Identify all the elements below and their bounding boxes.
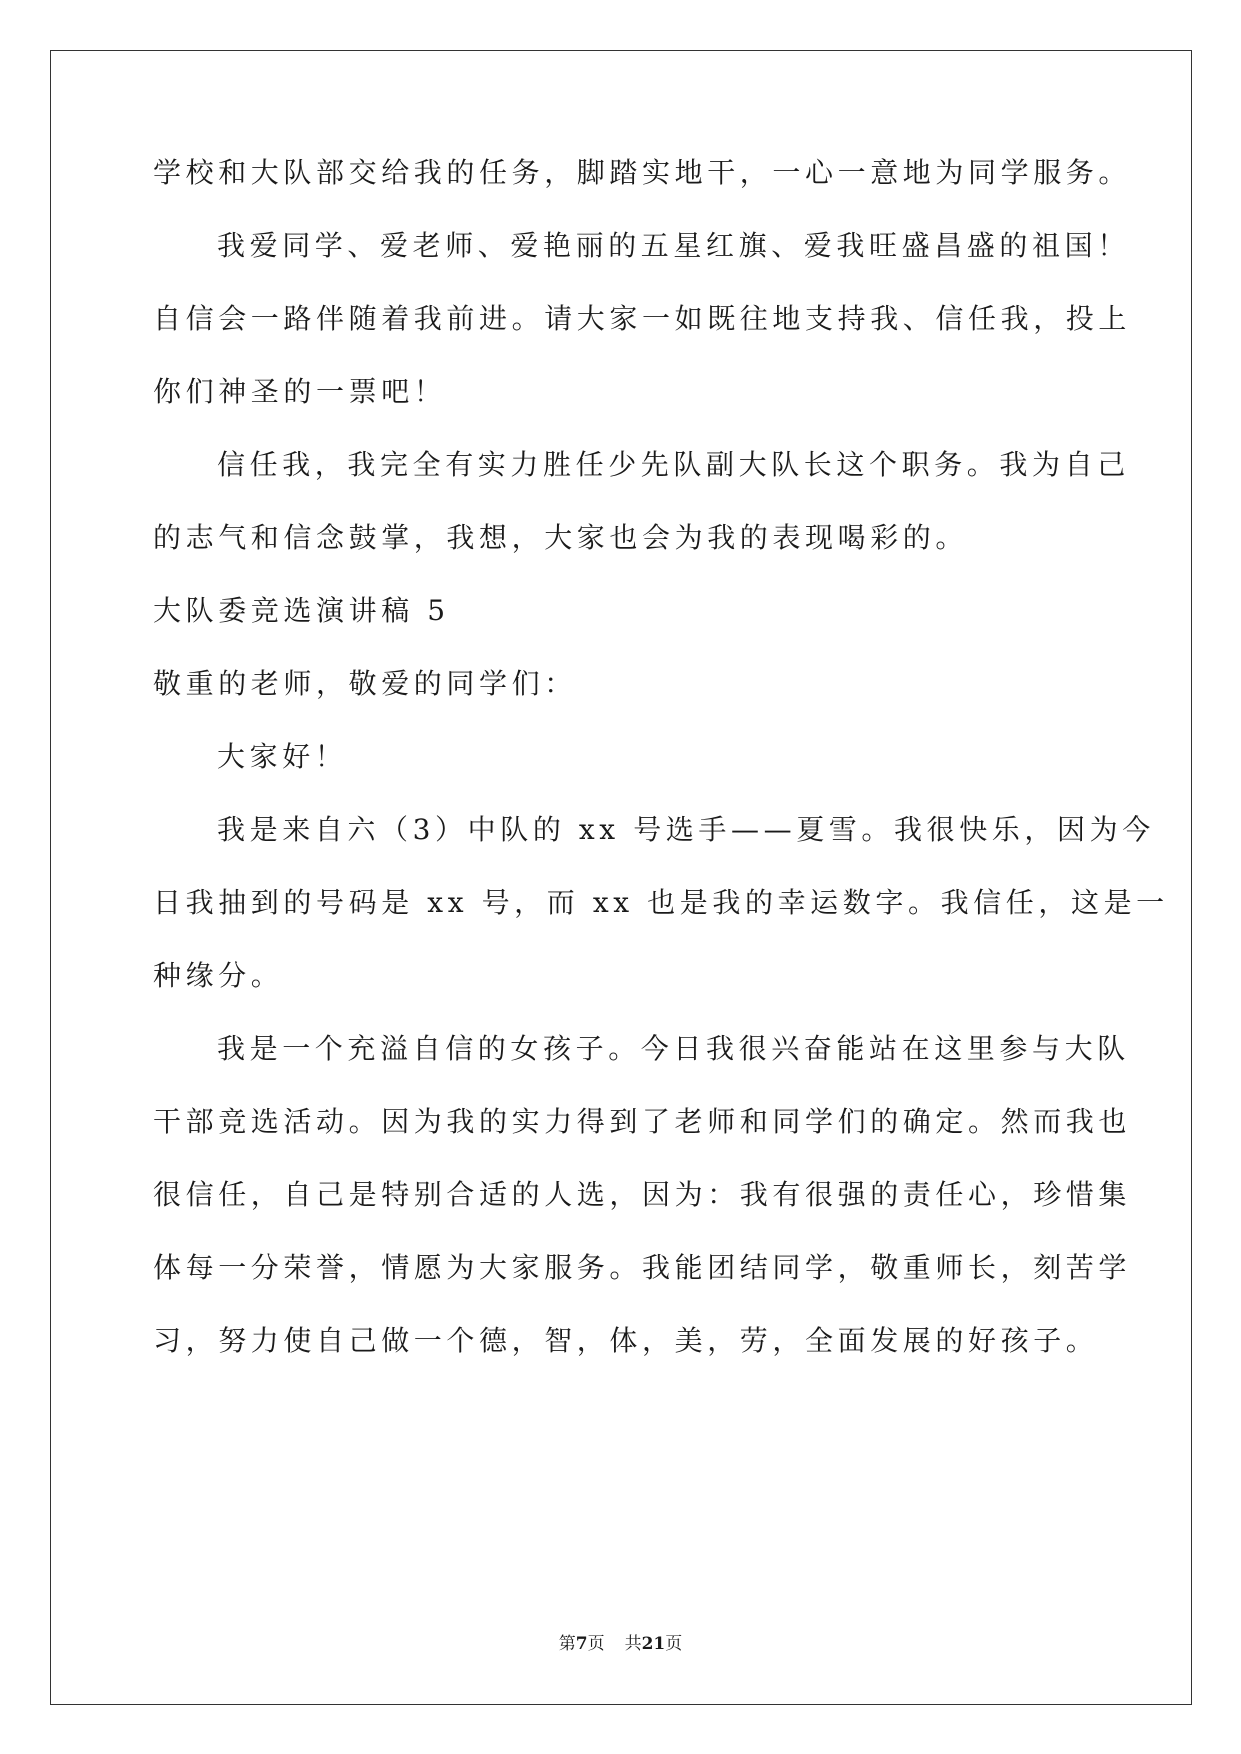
text-line: 干部竞选活动。因为我的实力得到了老师和同学们的确定。然而我也 (153, 1105, 1132, 1138)
text-line: 学校和大队部交给我的任务，脚踏实地干，一心一意地为同学服务。 (153, 156, 1132, 189)
text-line: 的志气和信念鼓掌，我想，大家也会为我的表现喝彩的。 (153, 521, 969, 554)
text-line: 你们神圣的一票吧！ (153, 375, 447, 408)
page-footer (0, 1633, 1241, 1655)
text-line: 我是来自六（3）中队的 xx 号选手——夏雪。我很快乐，因为今 (217, 813, 1155, 846)
text-line: 信任我，我完全有实力胜任少先队副大队长这个职务。我为自己 (217, 448, 1130, 481)
footer-total-suffix: 页 (665, 1634, 683, 1654)
greeting: 大家好！ (217, 740, 348, 773)
text-line: 种缘分。 (153, 959, 284, 992)
footer-page-total: 21 (641, 1634, 666, 1654)
footer-page-current: 7 (575, 1634, 588, 1654)
text-line: 日我抽到的号码是 xx 号，而 xx 也是我的幸运数字。我信任，这是一 (153, 886, 1169, 919)
footer-total-prefix: 共 (624, 1634, 642, 1654)
footer-page-prefix: 第 (558, 1634, 576, 1654)
text-line: 我爱同学、爱老师、爱艳丽的五星红旗、爱我旺盛昌盛的祖国！ (217, 229, 1130, 262)
salutation: 敬重的老师，敬爱的同学们： (153, 667, 577, 700)
text-line: 我是一个充溢自信的女孩子。今日我很兴奋能站在这里参与大队 (217, 1032, 1130, 1065)
section-heading: 大队委竞选演讲稿 5 (153, 594, 450, 627)
text-line: 习，努力使自己做一个德，智，体，美，劳，全面发展的好孩子。 (153, 1324, 1099, 1357)
text-line: 很信任，自己是特别合适的人选，因为：我有很强的责任心，珍惜集 (153, 1178, 1132, 1211)
text-line: 自信会一路伴随着我前进。请大家一如既往地支持我、信任我，投上 (153, 302, 1132, 335)
text-line: 体每一分荣誉，情愿为大家服务。我能团结同学，敬重师长，刻苦学 (153, 1251, 1132, 1284)
footer-page-suffix: 页 (587, 1634, 605, 1654)
